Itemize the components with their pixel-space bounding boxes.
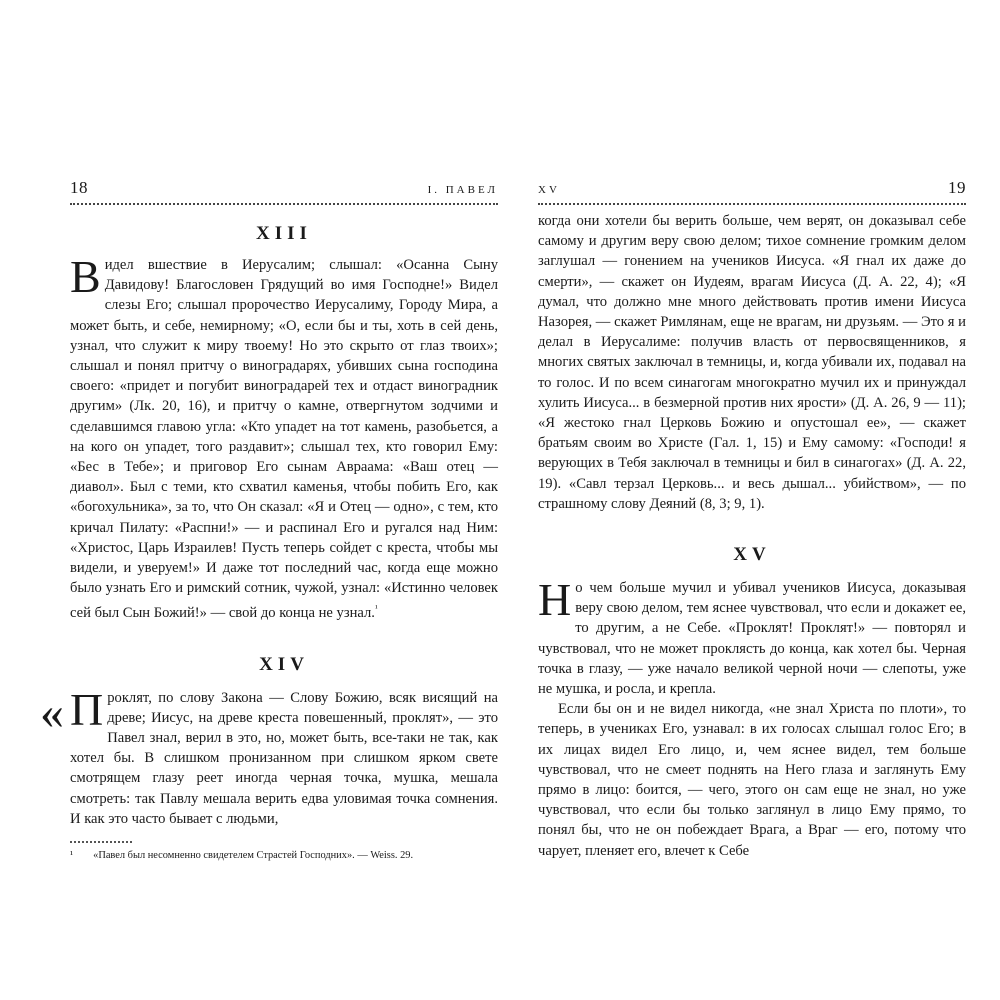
running-head-left — [70, 178, 498, 205]
running-title-left: I. ПАВЕЛ — [427, 184, 498, 196]
chapter-xiii-paragraph — [70, 251, 498, 624]
footnote-text: «Павел был несомненно свидетелем Страстей Господних». — Weiss. 29. — [93, 849, 414, 861]
chapter-xv-paragraph — [538, 574, 966, 699]
running-title-right: XV — [538, 184, 560, 196]
right-page — [538, 178, 966, 861]
chapter-heading-xiii: XIII — [256, 223, 312, 244]
footnote — [70, 849, 498, 863]
drop-cap: Н — [538, 574, 572, 626]
footnote-divider — [70, 841, 132, 843]
running-head-right — [538, 178, 966, 205]
chapter-xiv-paragraph — [40, 683, 498, 829]
chapter-heading-xiv: XIV — [259, 653, 309, 675]
left-page — [40, 178, 498, 863]
page-number-left: 18 — [70, 178, 88, 197]
drop-cap: В — [70, 251, 101, 302]
drop-quote-mark: « — [40, 685, 64, 739]
continued-paragraph: когда они хотели бы верить больше, чем верят, он доказывал себе самому и другим веру свою делом; тихое сомнение громким делом заглушал — гонением на учеников Иисуса. «Я гнал их даже до смерти», — скажет он Иудеям, врагам Иисуса (Д. А. 22, 4); «Я думал, что должно мне много действовать против имени Иисуса Назорея, — скажет Римлянам, еще не врагам, ни друзьям. — Это я и делал в Иерусалиме: получив власть от первосвященников, я многих святых заключал в темницы, и, когда убивали их, подавал на то голос. И по всем синагогам многократно мучил их и принуждал хулить Иисуса... в безмерной против них ярости» (Д. А. 26, 9 — 11); «Я жестоко гнал Церковь Божию и опустошал ее», — скажет братьям своим во Христе (Гал. 1, 15) и Ему самому: «Господи! я верующих в Тебя заключал в темницы и бил в синагогах» (Д. А. 22, 19). «Савл терзал Церковь... и весь дышал... убийством», — по страшному слову Деяний (8, 3; 9, 1). — [538, 213, 966, 512]
chapter-heading-xv: XV — [733, 544, 771, 566]
drop-cap: П — [70, 683, 104, 735]
paragraph-text: о чем больше мучил и убивал учеников Иисуса, доказывая веру свою делом, тем яснее чувствовал, что если и докажет ее, то другим, а не Себе. «Проклят! Проклят!» — повторял и чувствовал, что не может проклясть до конца, как хотел бы. Черная точка в глазу, — уже начало великой черной ночи — слепоты, уже не мушка, и росла, и крепла. — [538, 580, 966, 698]
chapter-xv-paragraph-2: Если бы он и не видел никогда, «не знал Христа по плоти», то теперь, в учениках Его, узнавал: в их голосах слышал голос Его; в их лицах видел Его лицо, и, чем яснее видел, тем больше чувствовал, что не смеет поднять на Него глаза и заглянуть Ему прямо в лицо: боится, — чего, этого он сам еще не знал, но уже чувствовал, что если бы только заглянул в лицо Ему прямо, то понял бы, что не он побеждает Врага, а Враг — его, потому что чарует, пленяет его, влечет к Себе — [538, 701, 966, 859]
paragraph-text: роклят, по слову Закона — Слову Божию, всяк висящий на древе; Иисус, на древе креста повешенный, проклят», — это Павел знал, верил в это, но, может быть, все-таки не так, как хотел бы. В слишком пронизанном при слишком ярком свете смотрящем глазу реет иногда черная точка, мушка, мешала смотреть: так Павлу мешала верить едва уловимая точка сомнения. И как это часто бывает с людьми, — [70, 689, 498, 827]
page-number-right: 19 — [948, 178, 966, 197]
footnote-number: ¹ — [70, 849, 74, 861]
footnote-marker: ¹ — [374, 603, 378, 614]
paragraph-text: идел вшествие в Иерусалим; слышал: «Осанна Сыну Давидову! Благословен Грядущий во имя Господне!» Видел слезы Его; слышал пророчество Иерусалиму, Городу Мира, а может быть, и себе, немирному; «О, если бы и ты, хоть в сей день, узнал, что служит к миру твоему! Но это скрыто от глаз твоих»; слышал и понял притчу о виноградарях, убивших сына господина своего: «придет и погубит виноградарей тех и отдаст виноградник другим» (Лк. 20, 16), и притчу о камне, отвергнутом зодчими и сделавшимся главою угла: «Кто упадет на тот камень, разобьется, а на кого он упадет, того раздавит»; слышал тех, кто говорил Ему: «Бес в Тебе»; и приговор Его сынам Авраама: «Ваш отец — диавол». Был с теми, кто схватил каменья, чтобы побить Его, как «богохульника», за то, что Он сказал: «Я и Отец — одно», с тем, кто кричал Пилату: «Распни!» — и распинал Его и ругался над Ним: «Христос, Царь Израилев! Пусть теперь сойдет с креста, чтобы мы видели, и уверуем!» И даже тот последний час, когда еще можно было узнать Его и римский сотник, чужой, узнал: «Истинно человек сей был Сын Божий!» — свой до конца не узнал. — [70, 257, 498, 622]
